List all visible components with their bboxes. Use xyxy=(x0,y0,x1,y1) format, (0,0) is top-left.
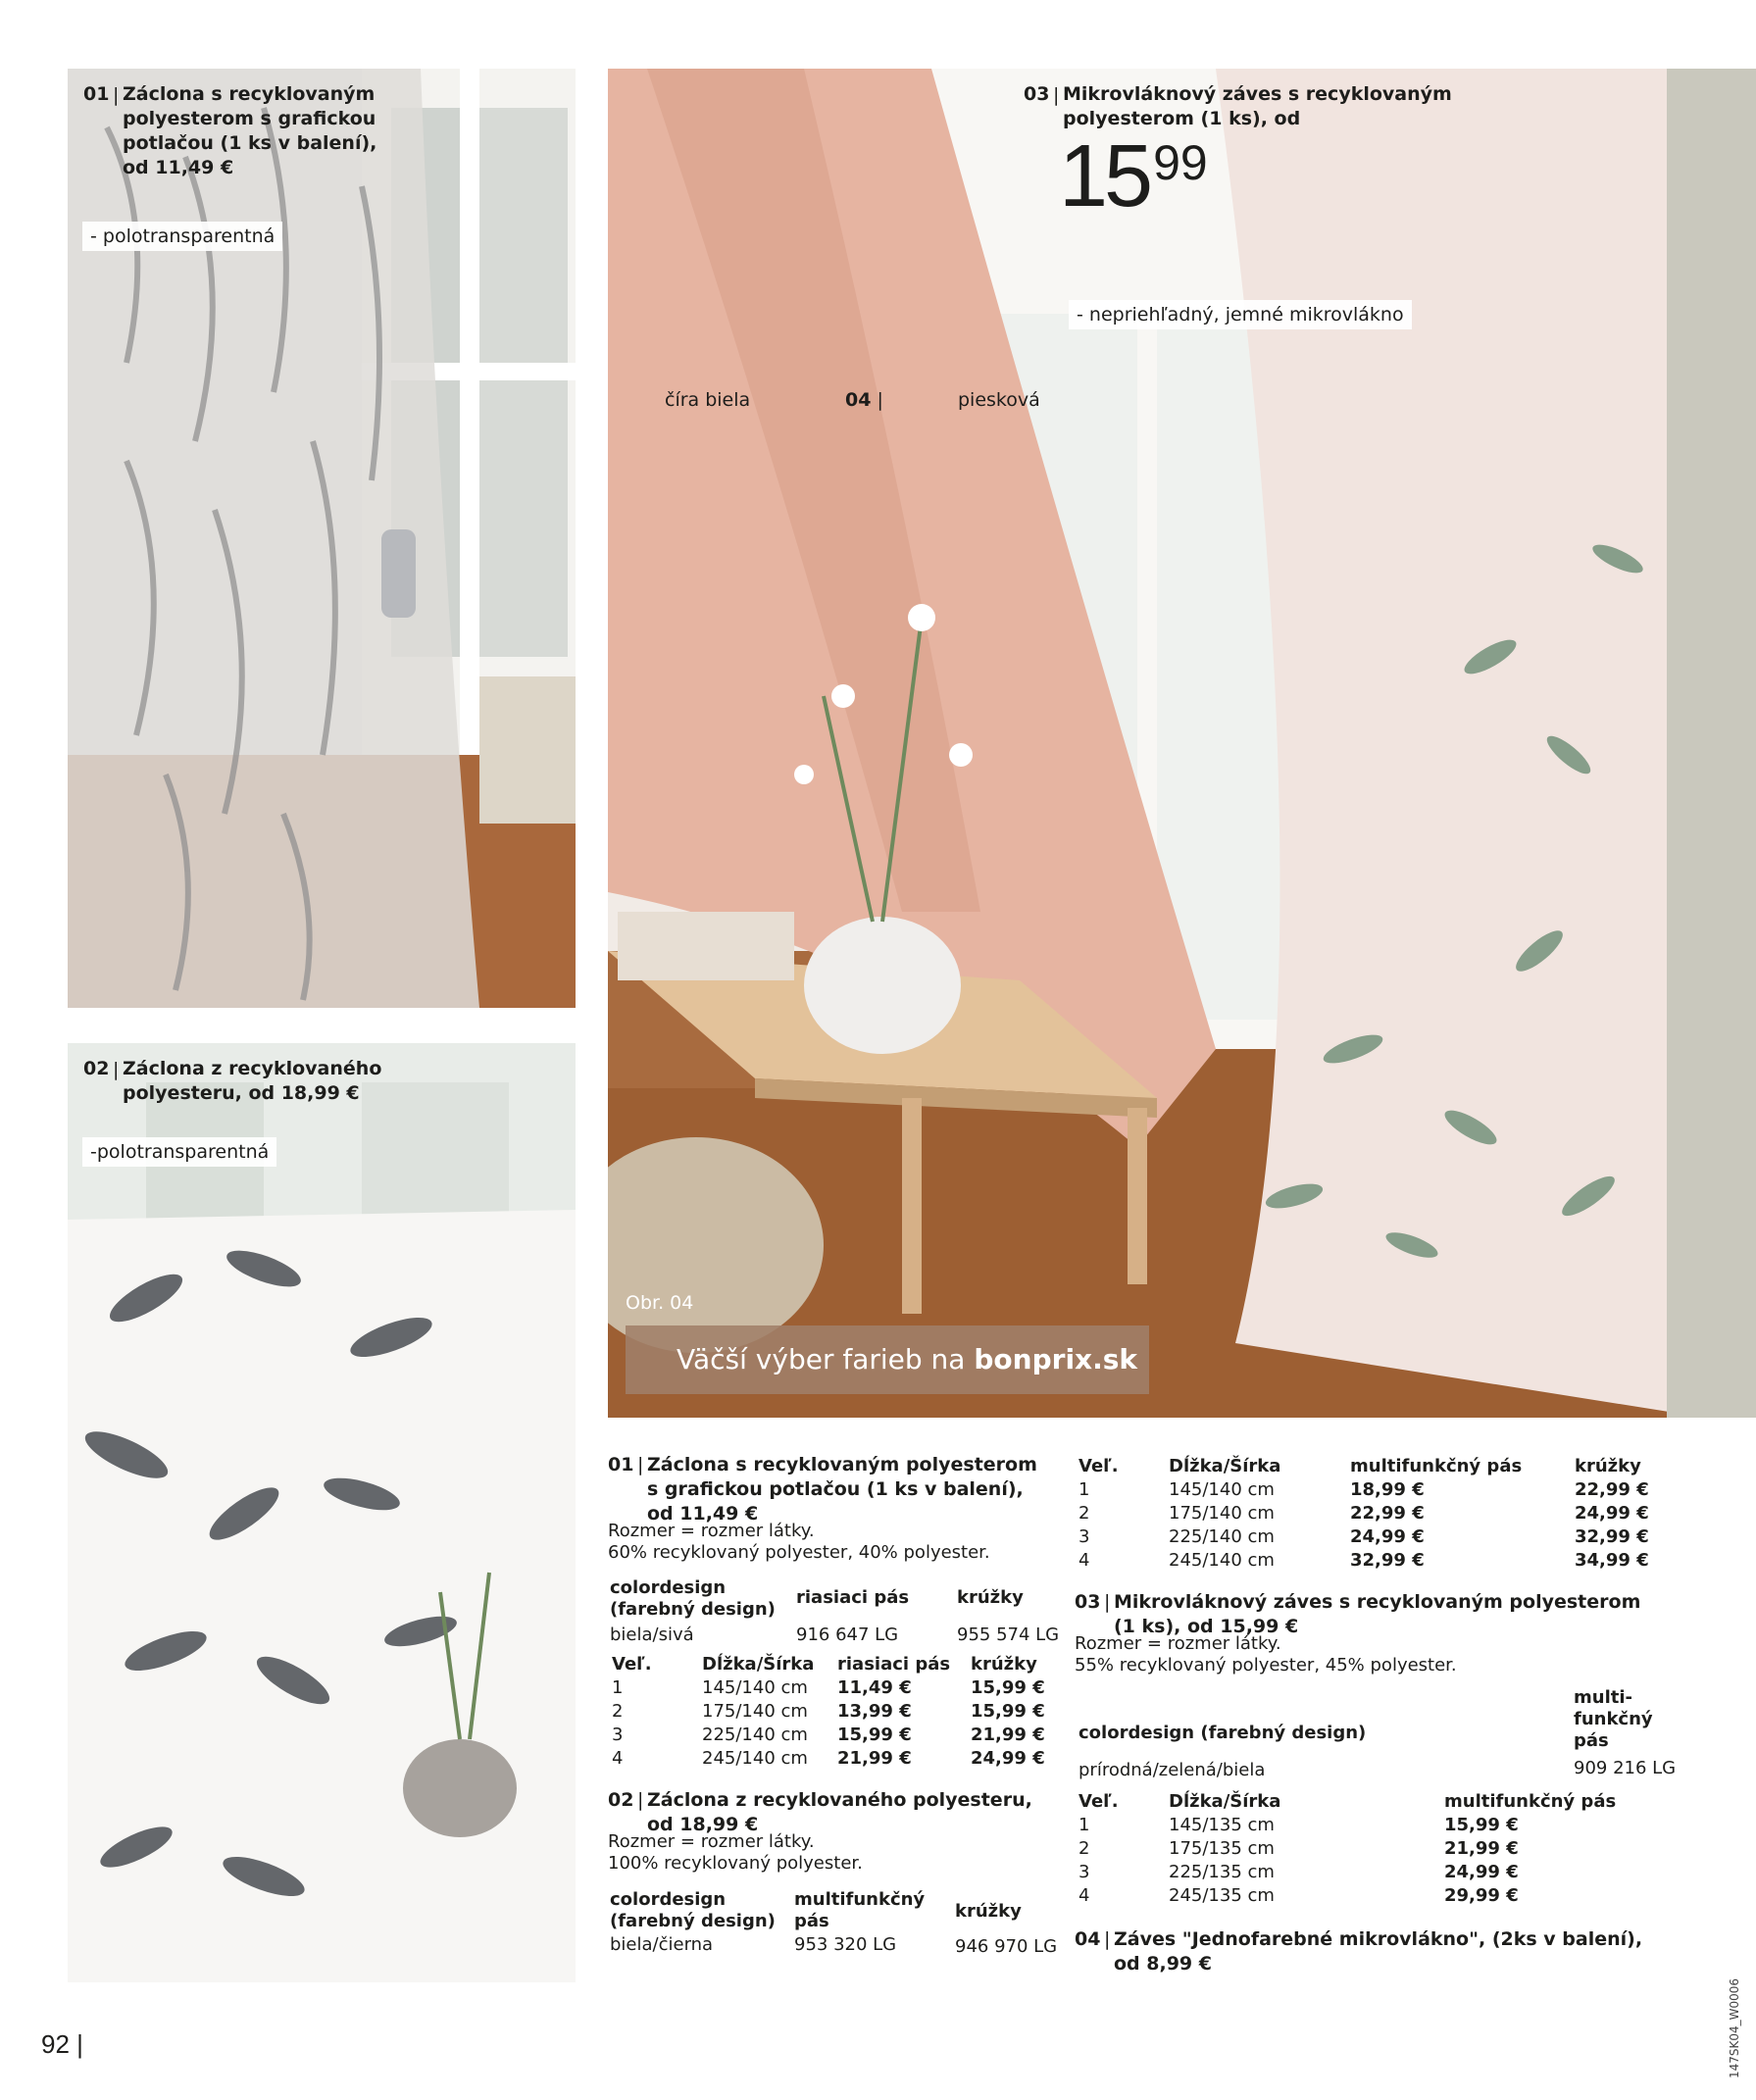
spec-02-material: 100% recyklovaný polyester. xyxy=(608,1853,863,1874)
spec-03 xyxy=(1075,1590,1712,1676)
caption-02 xyxy=(83,1057,417,1106)
price-03-integer: 15 xyxy=(1059,127,1150,225)
spec-01-size-table: Veľ. Dĺžka/Šírka riasiaci pás krúžky 1 145/140 cm 11,49 € 15,99 € 2 175/140 cm 13,99 € 15,99 € 3 225/140 cm 15,99 € 21,99 € 4 245/140 cm 21,99 € 24,99 € xyxy=(612,1654,1045,1769)
figure-label: Obr. 04 xyxy=(626,1292,694,1314)
spec-03-size-table: Veľ. Dĺžka/Šírka multifunkčný pás 1 145/135 cm 15,99 € 2 175/135 cm 21,99 € 3 225/135 cm 24,99 € 4 245/135 cm 29,99 € xyxy=(1079,1791,1617,1906)
spec-02-size-note: Rozmer = rozmer látky. xyxy=(608,1831,815,1852)
swatch-label-left: číra biela xyxy=(665,389,751,411)
caption-02-title: Záclona z recyklovaného polyesteru, od 18,99 € xyxy=(123,1058,382,1104)
price-03-decimal: 99 xyxy=(1153,135,1208,190)
spec-01-color-table: colordesign (farebný design) riasiaci pás krúžky biela/sivá 916 647 LG 955 574 LG xyxy=(610,1577,1060,1645)
photo-curtain-03 xyxy=(608,69,1756,1418)
caption-01-number: 01 xyxy=(83,83,110,105)
spec-01-material: 60% recyklovaný polyester, 40% polyester. xyxy=(608,1542,990,1563)
photo-curtain-02-image xyxy=(68,1043,576,1982)
caption-01-note: - polotransparentná xyxy=(82,222,282,251)
caption-03-number: 03 xyxy=(1024,83,1050,105)
swatch-number: 04 | xyxy=(845,389,883,411)
spec-02-color-table: colordesign (farebný design) multifunkčný pás krúžky biela/čierna 953 320 LG 946 970 LG xyxy=(610,1889,1058,1957)
photo-curtain-01-image xyxy=(68,69,576,1008)
spec-01-size-note: Rozmer = rozmer látky. xyxy=(608,1521,815,1541)
spec-02-title: 02 | Záclona z recyklovaného polyesteru, od 18,99 € xyxy=(608,1789,1032,1835)
spec-02-size-table: Veľ. Dĺžka/Šírka multifunkčný pás krúžky 1 145/140 cm 18,99 € 22,99 € 2 175/140 cm 22,99 € 24,99 € 3 225/140 cm 24,99 € 32,99 € 4 245/140 cm 32,99 € 34,99 € xyxy=(1079,1456,1649,1571)
more-colors-banner[interactable] xyxy=(626,1325,1149,1394)
spec-03-size-note: Rozmer = rozmer látky. xyxy=(1075,1633,1281,1654)
photo-curtain-02 xyxy=(68,1043,576,1982)
spec-01-title: 01 | Záclona s recyklovaným polyesterom s grafickou potlačou (1 ks v balení), od 11,49 € xyxy=(608,1454,1037,1525)
photo-curtain-01 xyxy=(68,69,576,1008)
separator: | xyxy=(113,1059,120,1080)
caption-03 xyxy=(1024,82,1475,131)
spec-04-title: 04 | Záves "Jednofarebné mikrovlákno", (2ks v balení), od 8,99 € xyxy=(1075,1928,1643,1975)
caption-01 xyxy=(83,82,417,180)
caption-03-note: - nepriehľadný, jemné mikrovlákno xyxy=(1069,300,1412,329)
spec-03-material: 55% recyklovaný polyester, 45% polyester. xyxy=(1075,1655,1457,1675)
caption-01-title: Záclona s recyklovaným polyesterom s grafickou potlačou (1 ks v balení), od 11,49 € xyxy=(123,83,377,178)
banner-text: Väčší výber farieb na xyxy=(677,1343,975,1375)
page-number: 92 | xyxy=(41,2029,83,2059)
swatch-label-right: piesková xyxy=(958,389,1040,411)
spec-03-title: 03 | Mikrovláknový záves s recyklovaným polyesterom (1 ks), od 15,99 € xyxy=(1075,1591,1641,1637)
caption-02-number: 02 xyxy=(83,1058,110,1079)
price-03 xyxy=(1059,127,1208,225)
caption-02-note: -polotransparentná xyxy=(82,1137,276,1167)
banner-site: bonprix.sk xyxy=(974,1343,1138,1375)
spec-04 xyxy=(1075,1927,1712,1976)
spec-03-color-table: colordesign (farebný design) multi- funkčný pás prírodná/zelená/biela 909 216 LG xyxy=(1079,1687,1677,1780)
spec-02 xyxy=(608,1788,1069,1875)
caption-03-title: Mikrovláknový záves s recyklovaným polyesterom (1 ks), od xyxy=(1063,83,1452,129)
spec-01 xyxy=(608,1453,1069,1564)
photo-curtain-03-image xyxy=(608,69,1756,1418)
separator: | xyxy=(113,84,120,106)
separator: | xyxy=(1053,84,1060,106)
catalog-code: 147SK04_W0006 xyxy=(1728,1977,1741,2078)
